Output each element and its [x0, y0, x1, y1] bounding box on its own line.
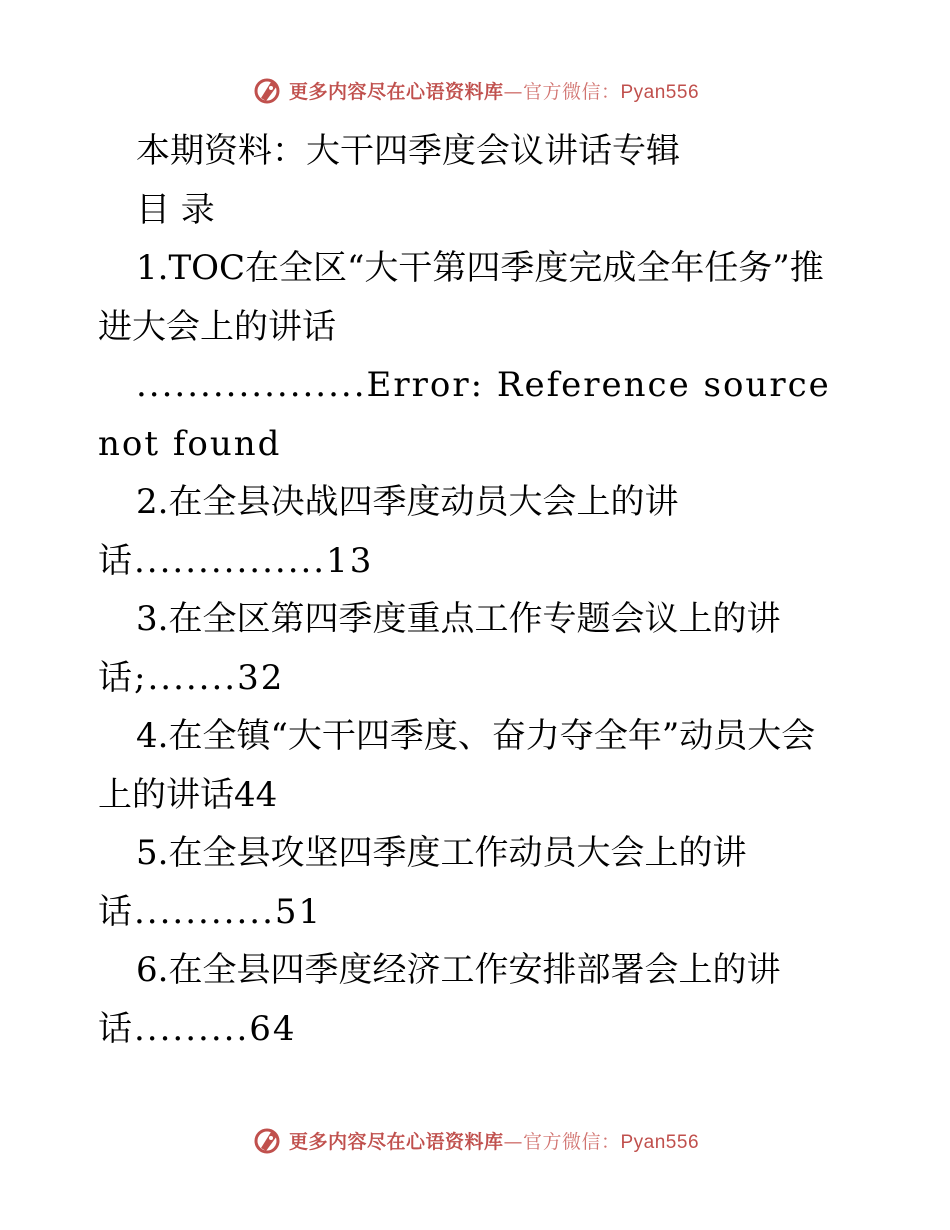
document-body [98, 122, 850, 1058]
toc-entry-line: 4.在全镇“大干四季度、奋力夺全年”动员大会 [136, 716, 816, 756]
toc-entry-page-line: 话...........51 [98, 891, 323, 932]
toc-entry-page-line: 话.........64 [98, 1008, 297, 1049]
toc-entry-page-line: 话;.......32 [98, 657, 285, 698]
document-title: 本期资料：大干四季度会议讲话专辑 [136, 131, 680, 171]
toc-entry-1[interactable] [98, 239, 850, 473]
toc-entry-line: 1.TOC在全区“大干第四季度完成全年任务”推 [136, 248, 824, 288]
toc-entry-4[interactable] [98, 707, 850, 824]
watermark-id: Pyan556 [620, 1131, 700, 1153]
toc-entry-line: 进大会上的讲话 [98, 306, 336, 347]
pen-nib-logo-icon [251, 74, 283, 106]
toc-entry-page-line: 上的讲话44 [98, 774, 278, 815]
toc-entry-3[interactable] [98, 590, 850, 707]
toc-entry-error-line: ..................Error: Reference source [136, 365, 831, 405]
toc-entry-5[interactable] [98, 824, 850, 941]
toc-entry-error-line: not found [98, 423, 282, 464]
pen-nib-logo-icon [251, 1124, 283, 1156]
footer-watermark [0, 1120, 950, 1160]
toc-entry-6[interactable] [98, 941, 850, 1058]
watermark-separator: —官方微信： [503, 80, 621, 103]
toc-heading: 目 录 [136, 189, 215, 230]
toc-entry-2[interactable] [98, 473, 850, 590]
toc-entry-line: 6.在全县四季度经济工作安排部署会上的讲 [136, 950, 781, 990]
toc-entry-line: 3.在全区第四季度重点工作专题会议上的讲 [136, 599, 781, 639]
watermark-separator: —官方微信： [503, 1130, 621, 1153]
watermark-main-text: 更多内容尽在心语资料库 [288, 80, 504, 103]
watermark-id: Pyan556 [620, 81, 700, 103]
toc-entry-line: 2.在全县决战四季度动员大会上的讲 [136, 482, 679, 522]
watermark-main-text: 更多内容尽在心语资料库 [288, 1130, 504, 1153]
toc-entry-line: 5.在全县攻坚四季度工作动员大会上的讲 [136, 833, 747, 873]
toc-entry-page-line: 话...............13 [98, 540, 374, 581]
header-watermark [0, 70, 950, 110]
